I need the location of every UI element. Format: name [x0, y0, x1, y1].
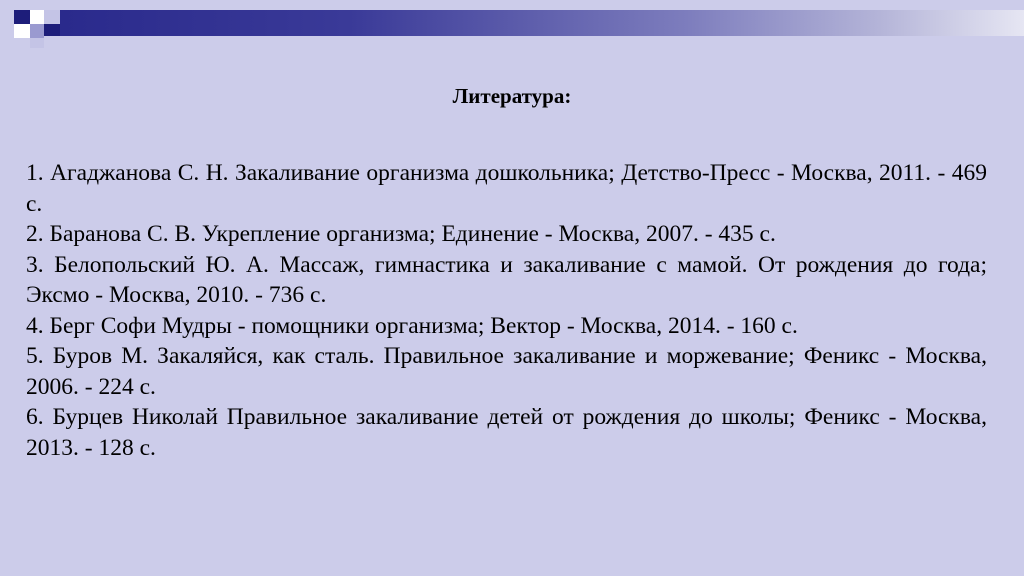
corner-square [30, 38, 44, 48]
reference-item: 2. Баранова С. В. Укрепление организма; Единение - Москва, 2007. - 435 с. [26, 221, 776, 247]
corner-square [30, 10, 44, 24]
reference-item: 3. Белопольский Ю. А. Массаж, гимнастика и закаливание с мамой. От рождения до года; Эксмо - Москва, 2010. - 736 с. [26, 251, 987, 308]
corner-square [30, 24, 44, 38]
corner-square [44, 10, 60, 24]
corner-square [44, 24, 60, 36]
reference-item: 5. Буров М. Закаляйся, как сталь. Правильное закаливание и моржевание; Феникс - Москва, 2006. - 224 с. [26, 343, 987, 400]
reference-item: 6. Бурцев Николай Правильное закаливание детей от рождения до школы; Феникс - Москва, 2013. - 128 с. [26, 404, 987, 461]
reference-item: 4. Берг Софи Мудры - помощники организма; Вектор - Москва, 2014. - 160 с. [26, 312, 798, 339]
reference-list [26, 158, 987, 463]
slide-title: Литература: [452, 84, 572, 108]
corner-square [14, 10, 30, 24]
corner-square [14, 24, 30, 38]
header-gradient-bar [60, 10, 1024, 36]
reference-item: 1. Агаджанова С. Н. Закаливание организма дошкольника; Детство-Пресс - Москва, 2011. - 469 с. [26, 160, 987, 217]
